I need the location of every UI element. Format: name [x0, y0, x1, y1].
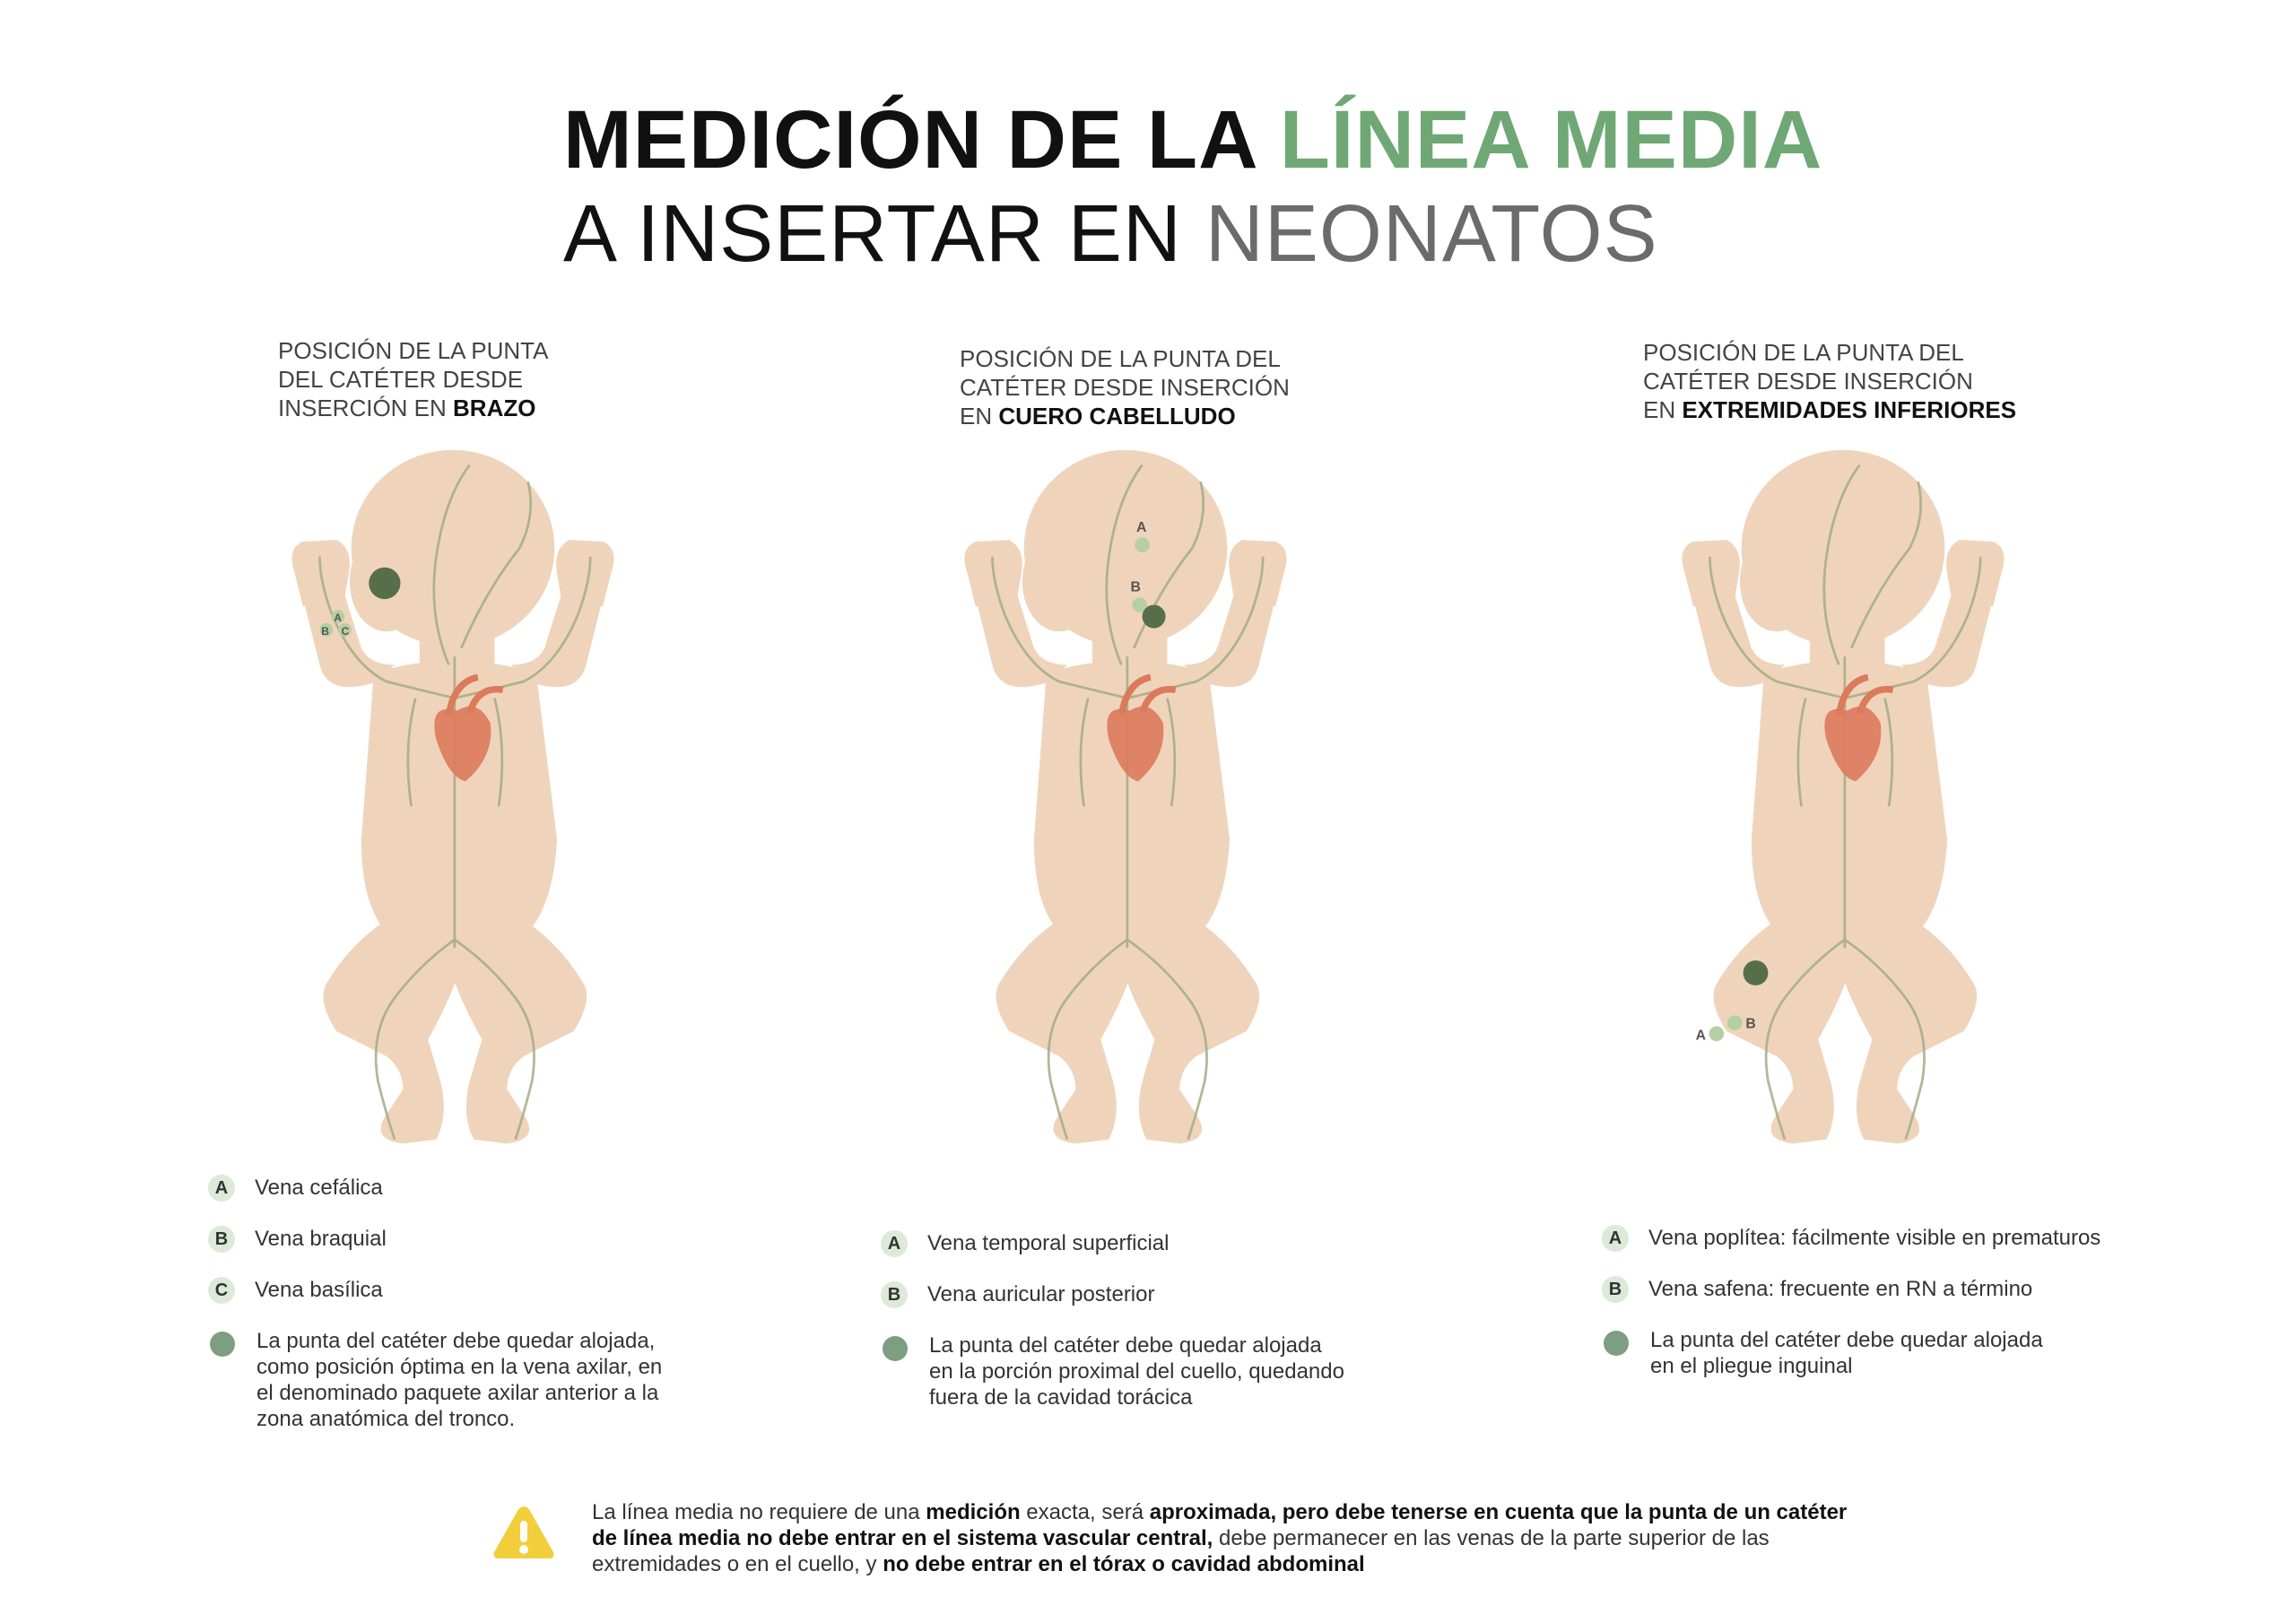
legend-text: Vena temporal superficial: [927, 1231, 1170, 1255]
heading-line: DEL CATÉTER DESDE: [278, 366, 524, 393]
title-line2-gray: NEONATOS: [1205, 189, 1658, 279]
tip-line: el denominado paquete axilar anterior a la: [257, 1381, 659, 1405]
tip-line: en el pliegue inguinal: [1650, 1354, 1853, 1378]
legend-item-tip: [208, 1328, 662, 1432]
warning-note: [592, 1499, 1848, 1577]
marker-label-a: A: [1695, 1028, 1707, 1044]
legend-text: Vena basílica: [255, 1278, 383, 1302]
note-bold: no debe entrar en el tórax o cavidad abdominal: [883, 1552, 1365, 1576]
tip-line: en la porción proximal del cuello, quedando: [929, 1359, 1344, 1384]
panel-heading-arm: [278, 336, 548, 422]
heading-bold: EXTREMIDADES INFERIORES: [1682, 396, 2017, 423]
baby-illustration-legs: [1637, 448, 2049, 1148]
heading-bold: CUERO CABELLUDO: [998, 403, 1236, 430]
title-green-part: LÍNEA MEDIA: [1279, 94, 1823, 186]
panel-heading-scalp: [960, 344, 1290, 430]
legend-badge: A: [881, 1230, 908, 1257]
legend-text: Vena poplítea: fácilmente visible en prematuros: [1648, 1226, 2101, 1250]
tip-line: como posición óptima en la vena axilar, en: [257, 1355, 663, 1379]
tip-line: fuera de la cavidad torácica: [929, 1385, 1193, 1410]
legend-text: Vena braquial: [255, 1227, 387, 1251]
note-text: La línea media no requiere de una: [592, 1500, 926, 1524]
legend-badge: B: [1602, 1276, 1629, 1303]
baby-illustration-arm: [247, 448, 659, 1148]
heading-line: POSICIÓN DE LA PUNTA DEL: [1643, 339, 1964, 366]
heading-prefix: EN: [960, 403, 999, 430]
note-text: exacta, será: [1020, 1500, 1150, 1524]
legend-text: Vena safena: frecuente en RN a término: [1648, 1277, 2033, 1301]
heading-line: [1643, 395, 2016, 424]
legend-badge: B: [208, 1226, 235, 1253]
tip-line: zona anatómica del tronco.: [257, 1407, 516, 1431]
legend-badge: C: [208, 1277, 235, 1304]
legend-item: [1602, 1276, 2032, 1303]
note-text: debe permanecer en las venas de la parte superior de las extremidades o en el cuello, y: [592, 1526, 1770, 1576]
heading-line: POSICIÓN DE LA PUNTA DEL: [960, 345, 1281, 372]
title-line-2: [563, 189, 1822, 279]
tip-dot-icon: [883, 1336, 908, 1361]
legend-text: [1650, 1327, 2043, 1379]
heading-prefix: INSERCIÓN EN: [278, 395, 454, 421]
heading-line: CATÉTER DESDE INSERCIÓN: [1643, 368, 1973, 395]
baby-illustration-scalp: [919, 448, 1332, 1148]
heading-line: CATÉTER DESDE INSERCIÓN: [960, 374, 1290, 401]
tip-dot-icon: [1604, 1331, 1629, 1356]
legend-text: [257, 1328, 662, 1432]
marker-label-b: B: [1745, 1016, 1756, 1032]
marker-label-b: B: [1130, 579, 1141, 595]
title-black-part: MEDICIÓN DE LA: [563, 94, 1280, 186]
marker-label-a: A: [1136, 519, 1147, 535]
legend-badge: A: [208, 1175, 235, 1202]
legend-item: [208, 1277, 383, 1304]
legend-text: Vena auricular posterior: [927, 1282, 1155, 1306]
note-bold: aproximada, pero debe tenerse en cuenta que la punta de un catéter de línea media no debe entrar en el sistema vascular central,: [592, 1500, 1848, 1550]
legend-arm: [208, 1175, 746, 1444]
tip-line: La punta del catéter debe quedar alojada: [929, 1333, 1322, 1358]
heading-line: [278, 394, 548, 422]
note-bold: medición: [926, 1500, 1021, 1524]
tip-position-marker: [1143, 605, 1166, 629]
marker-a: [1709, 1026, 1725, 1041]
tip-position-marker: [369, 568, 400, 599]
warning-triangle-icon: [491, 1503, 556, 1562]
tip-line: La punta del catéter debe quedar alojada: [1650, 1328, 2043, 1352]
tip-position-marker: [1744, 960, 1769, 985]
marker-b: [1727, 1015, 1743, 1030]
legend-item-tip: [1602, 1327, 2043, 1379]
marker-label-c: C: [341, 625, 350, 638]
legend-text: Vena cefálica: [255, 1176, 383, 1200]
marker-label-a: A: [334, 612, 342, 625]
legend-item: [1602, 1225, 2100, 1252]
heading-prefix: EN: [1643, 396, 1683, 423]
legend-item: [208, 1226, 387, 1253]
legend-item: [881, 1281, 1154, 1308]
legend-item: [208, 1175, 383, 1202]
panel-heading-legs: [1643, 338, 2016, 424]
heading-bold: BRAZO: [453, 395, 536, 421]
tip-line: La punta del catéter debe quedar alojada,: [257, 1329, 656, 1353]
legend-scalp: [881, 1230, 1437, 1436]
legend-item: [881, 1230, 1169, 1257]
title-line2-black: A INSERTAR EN: [563, 189, 1205, 279]
legend-badge: A: [1602, 1225, 1629, 1252]
heading-line: POSICIÓN DE LA PUNTA: [278, 337, 549, 364]
legend-legs: [1602, 1225, 2230, 1404]
legend-text: [929, 1332, 1344, 1410]
page-title: [563, 94, 1823, 279]
legend-badge: B: [881, 1281, 908, 1308]
marker-a: [1135, 537, 1150, 552]
title-line-1: [563, 94, 1823, 186]
marker-label-b: B: [321, 625, 330, 638]
tip-dot-icon: [210, 1332, 235, 1357]
heading-line: [960, 402, 1290, 430]
legend-item-tip: [881, 1332, 1344, 1410]
